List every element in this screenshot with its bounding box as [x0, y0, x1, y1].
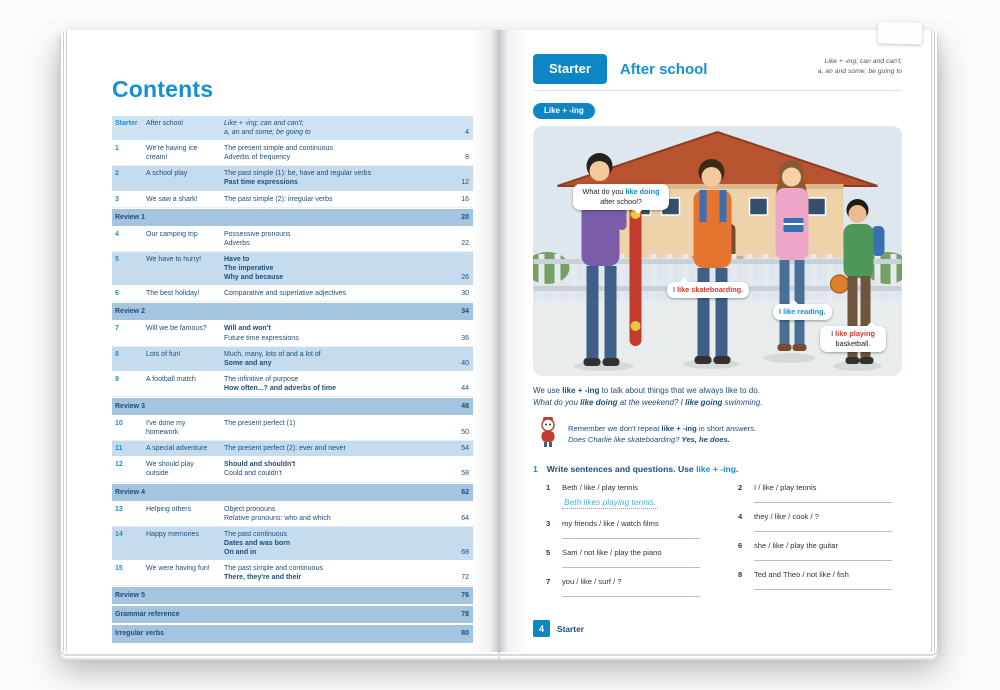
toc-review-title: Review 1: [115, 213, 145, 221]
text-segment: to talk about things that we always like to do.: [599, 386, 760, 395]
toc-page-number: 78: [461, 611, 469, 619]
tip-example-line: [568, 434, 756, 446]
exercise-item-answer: Beth likes playing tennis.: [564, 496, 657, 507]
exercise-item-number: 8: [738, 569, 743, 579]
exercise-item: [738, 570, 902, 590]
text-segment: like + -ing: [696, 463, 736, 474]
toc-unit-row: [112, 116, 473, 141]
text-segment: like doing: [580, 398, 618, 408]
exercise-item: [738, 483, 902, 503]
toc-unit-title: Helping others: [146, 505, 192, 513]
exercise-column-right: [738, 483, 902, 606]
toc-unit-grammar: The present perfect (2): ever and never: [224, 445, 346, 453]
toc-review-row: [112, 586, 473, 605]
toc-page-number: 8: [465, 154, 469, 162]
toc-unit-row: [112, 227, 473, 252]
toc-page-number: 62: [461, 488, 469, 496]
text-segment: .: [736, 463, 739, 474]
tip-line: [568, 423, 756, 435]
contents-table: [112, 116, 473, 644]
grammar-topic-pill: Like + -ing: [533, 103, 595, 119]
bubble-highlight: like reading: [783, 307, 824, 316]
toc-page-number: 40: [461, 359, 469, 367]
toc-review-title: Grammar reference: [115, 611, 180, 619]
toc-unit-row: [112, 502, 473, 527]
toc-unit-grammar: Possessive pronouns Adverbs: [224, 230, 291, 247]
toc-page-number: 64: [461, 514, 469, 522]
toc-unit-grammar: Should and shouldn't Could and couldn't: [224, 461, 296, 478]
toc-unit-row: [112, 252, 473, 286]
bubble-text: .: [823, 307, 826, 316]
toc-unit-number: 5: [115, 255, 119, 263]
toc-review-title: Irregular verbs: [115, 630, 165, 638]
grammar-rule-line: [533, 385, 902, 397]
footer-unit-label: Starter: [557, 623, 584, 634]
after-school-illustration: [533, 126, 902, 376]
speech-bubble-reading: [773, 304, 832, 320]
text-segment: Remember we don't repeat: [568, 423, 662, 433]
toc-unit-title: Will we be famous?: [146, 325, 207, 333]
exercise-item-number: 5: [546, 547, 551, 557]
toc-unit-title: We saw a shark!: [146, 195, 198, 203]
answer-line: [754, 492, 892, 503]
toc-unit-number: 2: [115, 170, 119, 178]
unit-grammar-note-line: a, an and some; be going to: [817, 68, 902, 76]
toc-unit-grammar: The present simple and continuous Adverbs of frequency: [224, 145, 333, 162]
toc-unit-number: Starter: [115, 120, 138, 127]
toc-page-number: 58: [461, 470, 469, 478]
exercise-item-prompt: Ted and Theo / not like / fish: [754, 569, 849, 579]
contents-page: [60, 30, 499, 652]
toc-page-number: 50: [461, 429, 469, 437]
exercise-item-prompt: I / like / play tennis: [754, 482, 817, 492]
toc-unit-number: 10: [115, 420, 123, 428]
bubble-highlight: like playing: [835, 329, 875, 338]
exercise-grid: [533, 483, 902, 606]
text-segment: Write sentences and questions. Use: [546, 463, 697, 474]
toc-unit-number: 6: [115, 290, 119, 298]
bubble-text: basketball.: [835, 338, 871, 348]
toc-unit-grammar: Have to The imperative Why and because: [224, 255, 284, 282]
exercise-item: [546, 519, 710, 539]
toc-page-number: 16: [461, 195, 469, 203]
text-segment: like going: [685, 398, 723, 408]
toc-unit-row: [112, 166, 473, 191]
answer-line: [754, 521, 892, 532]
toc-unit-row: [112, 561, 473, 586]
toc-unit-title: We have to hurry!: [146, 255, 202, 263]
toc-unit-number: 13: [115, 505, 123, 513]
exercise-item-prompt: she / like / play the guitar: [754, 540, 838, 550]
toc-unit-title: A school play: [146, 170, 188, 178]
tip-box: [533, 416, 902, 453]
text-segment: Yes, he does.: [681, 435, 730, 445]
exercise-item-number: 2: [738, 482, 743, 492]
text-segment: in short answers.: [696, 423, 757, 433]
toc-review-row: [112, 208, 473, 227]
contents-page-content: [60, 30, 499, 652]
toc-unit-number: 8: [115, 350, 119, 358]
toc-page-number: 54: [461, 445, 469, 453]
contents-title: Contents: [112, 76, 214, 102]
exercise-item: [546, 483, 710, 510]
answer-line: [754, 550, 892, 561]
toc-unit-row: [112, 457, 473, 482]
toc-review-title: Review 3: [115, 402, 145, 410]
exercise-item-prompt: Sam / not like / play the piano: [562, 547, 662, 557]
toc-page-number: 72: [461, 574, 469, 582]
text-segment: Does Charlie like skateboarding?: [568, 435, 682, 445]
speech-bubble-skateboarding: [667, 282, 749, 298]
exercise-item-number: 7: [546, 576, 551, 586]
grammar-explanation: [533, 385, 902, 410]
bubble-text: after school?: [600, 196, 642, 206]
bubble-text: I: [831, 329, 836, 338]
exercise-item: [738, 512, 902, 532]
toc-unit-title: The best holiday!: [146, 290, 200, 298]
exercise-item: [546, 548, 710, 568]
toc-unit-title: We should play outside: [146, 461, 194, 478]
toc-review-row: [112, 302, 473, 321]
toc-unit-grammar: The past simple (1): be, have and regular verbs Past time expressions: [224, 170, 372, 187]
toc-unit-number: 15: [115, 565, 123, 573]
toc-page-number: 4: [465, 129, 469, 137]
exercise-heading: [533, 464, 902, 474]
exercise-item-prompt: my friends / like / watch films: [562, 518, 659, 528]
toc-review-row: [112, 397, 473, 416]
grammar-example-line: [533, 397, 902, 409]
toc-review-row: [112, 624, 473, 643]
toc-unit-title: A football match: [146, 375, 196, 383]
toc-unit-number: 11: [115, 445, 123, 453]
toc-page-number: 20: [461, 213, 469, 221]
text-segment: at the weekend? I: [617, 398, 686, 408]
toc-unit-grammar: The present perfect (1): [224, 420, 296, 428]
toc-unit-title: After school: [146, 120, 183, 127]
exercise-section: [533, 464, 902, 606]
toc-unit-title: A special adventure: [146, 445, 208, 453]
exercise-item-prompt: you / like / surf / ?: [562, 576, 622, 586]
exercise-item-number: 6: [738, 540, 743, 550]
text-segment: swimming.: [722, 398, 763, 408]
toc-unit-row: [112, 527, 473, 561]
toc-unit-row: [112, 347, 473, 372]
unit-tab-label: Starter: [533, 54, 607, 84]
answer-line: [754, 579, 892, 590]
toc-page-number: 26: [461, 274, 469, 282]
tip-text: [568, 423, 756, 447]
bubble-text: What do you: [582, 187, 626, 196]
exercise-item-number: 1: [546, 482, 551, 492]
toc-page-number: 12: [461, 179, 469, 187]
toc-review-title: Review 4: [115, 488, 145, 496]
toc-unit-number: 12: [115, 461, 123, 469]
toc-unit-title: I've done my homework: [146, 420, 186, 437]
toc-unit-title: We're having ice cream!: [146, 145, 198, 162]
answer-line: [562, 586, 700, 597]
exercise-item-prompt: Beth / like / play tennis: [562, 482, 638, 492]
toc-page-number: 36: [461, 334, 469, 342]
page-number-badge: 4: [533, 620, 550, 637]
exercise-number: 1: [533, 463, 538, 474]
bubble-text: I: [673, 285, 678, 294]
toc-page-number: 80: [461, 630, 469, 638]
toc-unit-row: [112, 372, 473, 397]
toc-unit-row: [112, 286, 473, 302]
exercise-item-number: 4: [738, 511, 743, 521]
unit-title: After school: [619, 61, 708, 78]
toc-unit-title: We were having fun!: [146, 565, 210, 573]
text-segment: like + -ing: [562, 386, 600, 395]
text-segment: We use: [533, 386, 563, 395]
toc-unit-title: Happy memories: [146, 530, 199, 538]
answer-line: [562, 528, 700, 539]
bubble-text: I: [779, 307, 784, 316]
unit-grammar-note-line: Like + -ing; can and can't;: [824, 58, 902, 65]
exercise-item: [546, 577, 710, 597]
speech-bubble-basketball: [820, 326, 886, 352]
text-segment: like + -ing: [661, 423, 697, 433]
unit-page-content: [499, 30, 938, 652]
toc-unit-grammar: The infinitive of purpose How often...? and adverbs of time: [224, 375, 337, 392]
toc-unit-grammar: Object pronouns Relative pronouns: who and which: [224, 505, 331, 522]
toc-page-number: 34: [461, 308, 469, 316]
toc-unit-number: 7: [115, 325, 119, 333]
toc-unit-grammar: Will and won't Future time expressions: [224, 325, 299, 342]
bubble-highlight: like doing: [625, 187, 660, 196]
answer-line: [562, 557, 700, 568]
bubble-highlight: like skateboarding: [677, 285, 742, 294]
toc-unit-row: [112, 192, 473, 208]
unit-grammar-note: [818, 54, 902, 77]
toc-page-number: 76: [461, 592, 469, 600]
exercise-item: [738, 541, 902, 561]
toc-page-number: 68: [461, 549, 469, 556]
toc-page-number: 48: [461, 402, 469, 410]
toc-unit-number: 14: [115, 530, 123, 538]
toc-page-number: 44: [461, 384, 469, 392]
toc-unit-grammar: Much, many, lots of and a lot of Some and any: [224, 350, 321, 367]
toc-unit-row: [112, 141, 473, 166]
text-segment: What do you: [533, 398, 581, 408]
exercise-column-left: [546, 483, 710, 606]
exercise-item-number: 3: [546, 518, 551, 528]
toc-unit-title: Lots of fun!: [146, 350, 181, 358]
bubble-text: .: [741, 285, 744, 294]
toc-page-number: 30: [461, 290, 469, 298]
open-textbook: [60, 30, 938, 652]
toc-unit-grammar: Comparative and superlative adjectives: [224, 290, 347, 298]
page-footer: [533, 620, 584, 637]
toc-unit-grammar: The past simple and continuous There, they're and their: [224, 565, 323, 582]
toc-unit-row: [112, 416, 473, 441]
toc-unit-title: Our camping trip: [146, 230, 198, 238]
toc-unit-grammar: The past simple (2): irregular verbs: [224, 195, 333, 203]
toc-unit-number: 4: [115, 230, 119, 238]
toc-review-row: [112, 483, 473, 502]
speech-bubble-question: [573, 184, 669, 210]
unit-page: [499, 30, 938, 652]
mascot-icon: [537, 416, 559, 453]
toc-unit-row: [112, 321, 473, 346]
toc-review-row: [112, 605, 473, 624]
unit-header: [533, 54, 902, 91]
toc-unit-grammar: The past continuous Dates and was born On and in: [224, 530, 291, 556]
exercise-item-prompt: they / like / cook / ?: [754, 511, 819, 521]
grammar-topic-row: [533, 100, 902, 119]
toc-unit-row: [112, 441, 473, 457]
toc-review-title: Review 5: [115, 592, 145, 600]
toc-unit-number: 1: [115, 145, 119, 153]
toc-unit-grammar: Like + -ing; can and can't; a, an and some; be going to: [224, 120, 311, 137]
toc-review-title: Review 2: [115, 308, 145, 316]
toc-unit-number: 9: [115, 375, 119, 383]
toc-unit-number: 3: [115, 195, 119, 203]
toc-page-number: 22: [461, 239, 469, 247]
